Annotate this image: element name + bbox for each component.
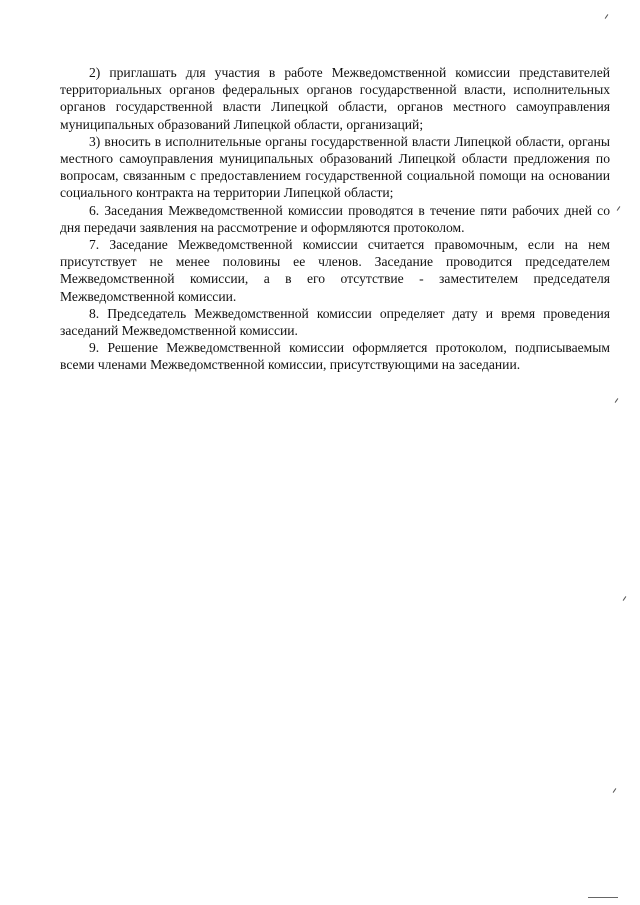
document-body [60,64,610,374]
paragraph-quorum: 7. Заседание Межведомственной комиссии считается правомочным, если на нем присутствует не менее половины ее членов. Заседание проводится председателем Межведомственной комиссии, а в его отсутствие - заместителем председателя Межведомственной комиссии. [60,237,610,304]
paragraph-meeting-schedule: 6. Заседания Межведомственной комиссии проводятся в течение пяти рабочих дней со дня передачи заявления на рассмотрение и оформляются протоколом. [60,202,610,235]
scan-edge-line [588,897,618,898]
paragraph-decision-protocol: 9. Решение Межведомственной комиссии оформляется протоколом, подписываемым всеми членами Межведомственной комиссии, присутствующими на заседании. [60,340,610,373]
scan-mark [615,398,619,403]
scan-mark [613,788,617,793]
scan-mark [623,596,627,601]
paragraph-invite-representatives: 2) приглашать для участия в работе Межведомственной комиссии представителей территориальных органов федеральных органов государственной власти, исполнительных органов государственной власти Липецкой области, органов местного самоуправления муниципальных образований Липецкой области, организаций; [60,65,610,132]
scan-mark [605,14,609,19]
paragraph-chairman-sets-date: 8. Председатель Межведомственной комиссии определяет дату и время проведения заседаний Межведомственной комиссии. [60,305,610,339]
paragraph-submit-proposals: 3) вносить в исполнительные органы государственной власти Липецкой области, органы местного самоуправления муниципальных образований Липецкой области предложения по вопросам, связанным с предоставлением государственной социальной помощи на основании социального контракта на территории Липецкой области; [60,133,610,201]
scan-mark [617,206,621,211]
